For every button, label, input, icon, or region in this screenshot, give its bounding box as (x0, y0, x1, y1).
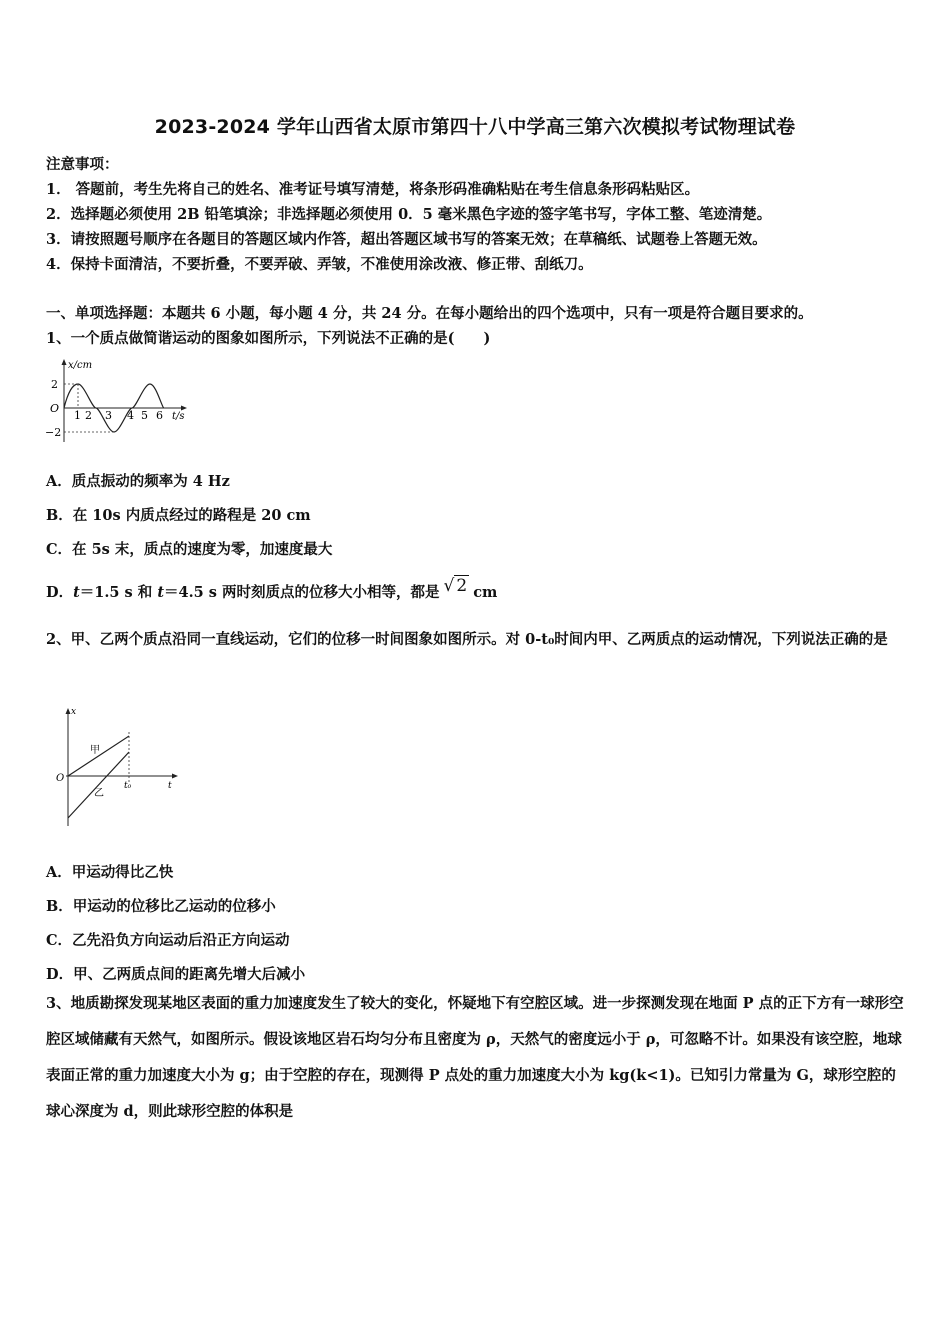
q1-option-a: A．质点振动的频率为 4 Hz (46, 473, 230, 490)
q2-label-yi: 乙 (94, 788, 104, 799)
q1-y-tick-pos: 2 (51, 378, 58, 391)
q2-y-axis-label: x (71, 707, 77, 717)
section-heading: 一、单项选择题：本题共 6 小题，每小题 4 分，共 24 分。在每小题给出的四个选项中，只有一项是符合题目要求的。 (46, 305, 813, 322)
q1-option-d-mid2: ＝4.5 s 两时刻质点的位移大小相等，都是 (164, 584, 440, 601)
q1-option-d-mid1: ＝1.5 s 和 (79, 584, 158, 601)
q2-origin-label: O (56, 773, 65, 784)
notice-item-2: 2．选择题必须使用 2B 铅笔填涂；非选择题必须使用 0．5 毫米黑色字迹的签字笔书写，字体工整、笔迹清楚。 (46, 206, 772, 223)
q2-label-jia: 甲 (90, 745, 100, 756)
q1-x-tick-1: 1 (74, 409, 81, 422)
q1-option-b: B．在 10s 内质点经过的路程是 20 cm (46, 507, 311, 524)
q2-graph (52, 704, 182, 830)
q1-t-axis-arrow (181, 406, 187, 411)
q2-t0-label: t₀ (124, 781, 132, 791)
q2-option-b: B．甲运动的位移比乙运动的位移小 (46, 898, 276, 915)
q2-line-jia (68, 736, 129, 776)
sqrt-symbol: √ 2 (443, 576, 468, 596)
notice-item-4: 4．保持卡面清洁，不要折叠，不要弄破、弄皱，不准使用涂改液、修正带、刮纸刀。 (46, 256, 593, 273)
q1-x-axis-arrow (62, 359, 67, 365)
notice-item-1: 1． 答题前，考生先将自己的姓名、准考证号填写清楚，将条形码准确粘贴在考生信息条形码粘贴区。 (46, 181, 700, 198)
q2-option-c: C．乙先沿负方向运动后沿正方向运动 (46, 932, 290, 949)
q2-option-d: D．甲、乙两质点间的距离先增大后减小 (46, 966, 306, 983)
q2-t-axis-arrow (172, 774, 178, 779)
question-3-stem: 3、地质勘探发现某地区表面的重力加速度发生了较大的变化，怀疑地下有空腔区域。进一步探测发现在地面 P 点的正下方有一球形空腔区域储藏有天然气，如图所示。假设该地区岩石均匀分布且密度为 ρ，天然气的密度远小于 ρ，可忽略不计。如果没有该空腔，地球表面正常的重力加速度大小为 g；由于空腔的存在，现测得 P 点处的重力加速度大小为 kg(k<1)。已知引力常量为 G，球形空腔的球心深度为 d，则此球形空腔的体积是 (46, 995, 904, 1120)
q1-t-axis-label: t/s (172, 411, 185, 422)
notice-item-3: 3．请按照题号顺序在各题目的答题区域内作答，超出答题区域书写的答案无效；在草稿纸、试题卷上答题无效。 (46, 231, 767, 248)
question-1-stem: 1、一个质点做简谐运动的图象如图所示，下列说法不正确的是( ) (46, 330, 491, 347)
q2-t-axis-label: t (168, 781, 172, 791)
q1-y-axis-label: x/cm (68, 360, 93, 371)
sqrt-radicand: 2 (456, 576, 468, 596)
q1-x-tick-4: 4 (127, 409, 134, 422)
q2-line-yi (68, 752, 129, 818)
question-2-stem: 2、甲、乙两个质点沿同一直线运动，它们的位移一时间图象如图所示。对 0-t₀时间内甲、乙两质点的运动情况，下列说法正确的是 (46, 631, 888, 648)
q1-y-tick-neg: −2 (45, 426, 62, 439)
q2-x-axis-arrow (66, 708, 71, 714)
q1-option-d-prefix: D． (46, 584, 74, 601)
q1-x-tick-6: 6 (156, 409, 163, 422)
q2-option-a: A．甲运动得比乙快 (46, 864, 174, 881)
q1-option-d-unit: cm (473, 584, 498, 601)
q1-x-tick-2: 2 (85, 409, 92, 422)
q1-option-c: C．在 5s 末，质点的速度为零，加速度最大 (46, 541, 333, 558)
q1-x-tick-3: 3 (105, 409, 112, 422)
q1-option-d (46, 576, 497, 602)
q1-graph (44, 356, 204, 444)
q1-option-d-t1: t (73, 584, 80, 601)
q1-origin-label: O (50, 402, 60, 415)
notice-heading: 注意事项： (46, 156, 119, 173)
q1-option-d-t2: t (157, 584, 165, 601)
q1-x-tick-5: 5 (141, 409, 148, 422)
page-title: 2023-2024 学年山西省太原市第四十八中学高三第六次模拟考试物理试卷 (154, 116, 796, 138)
